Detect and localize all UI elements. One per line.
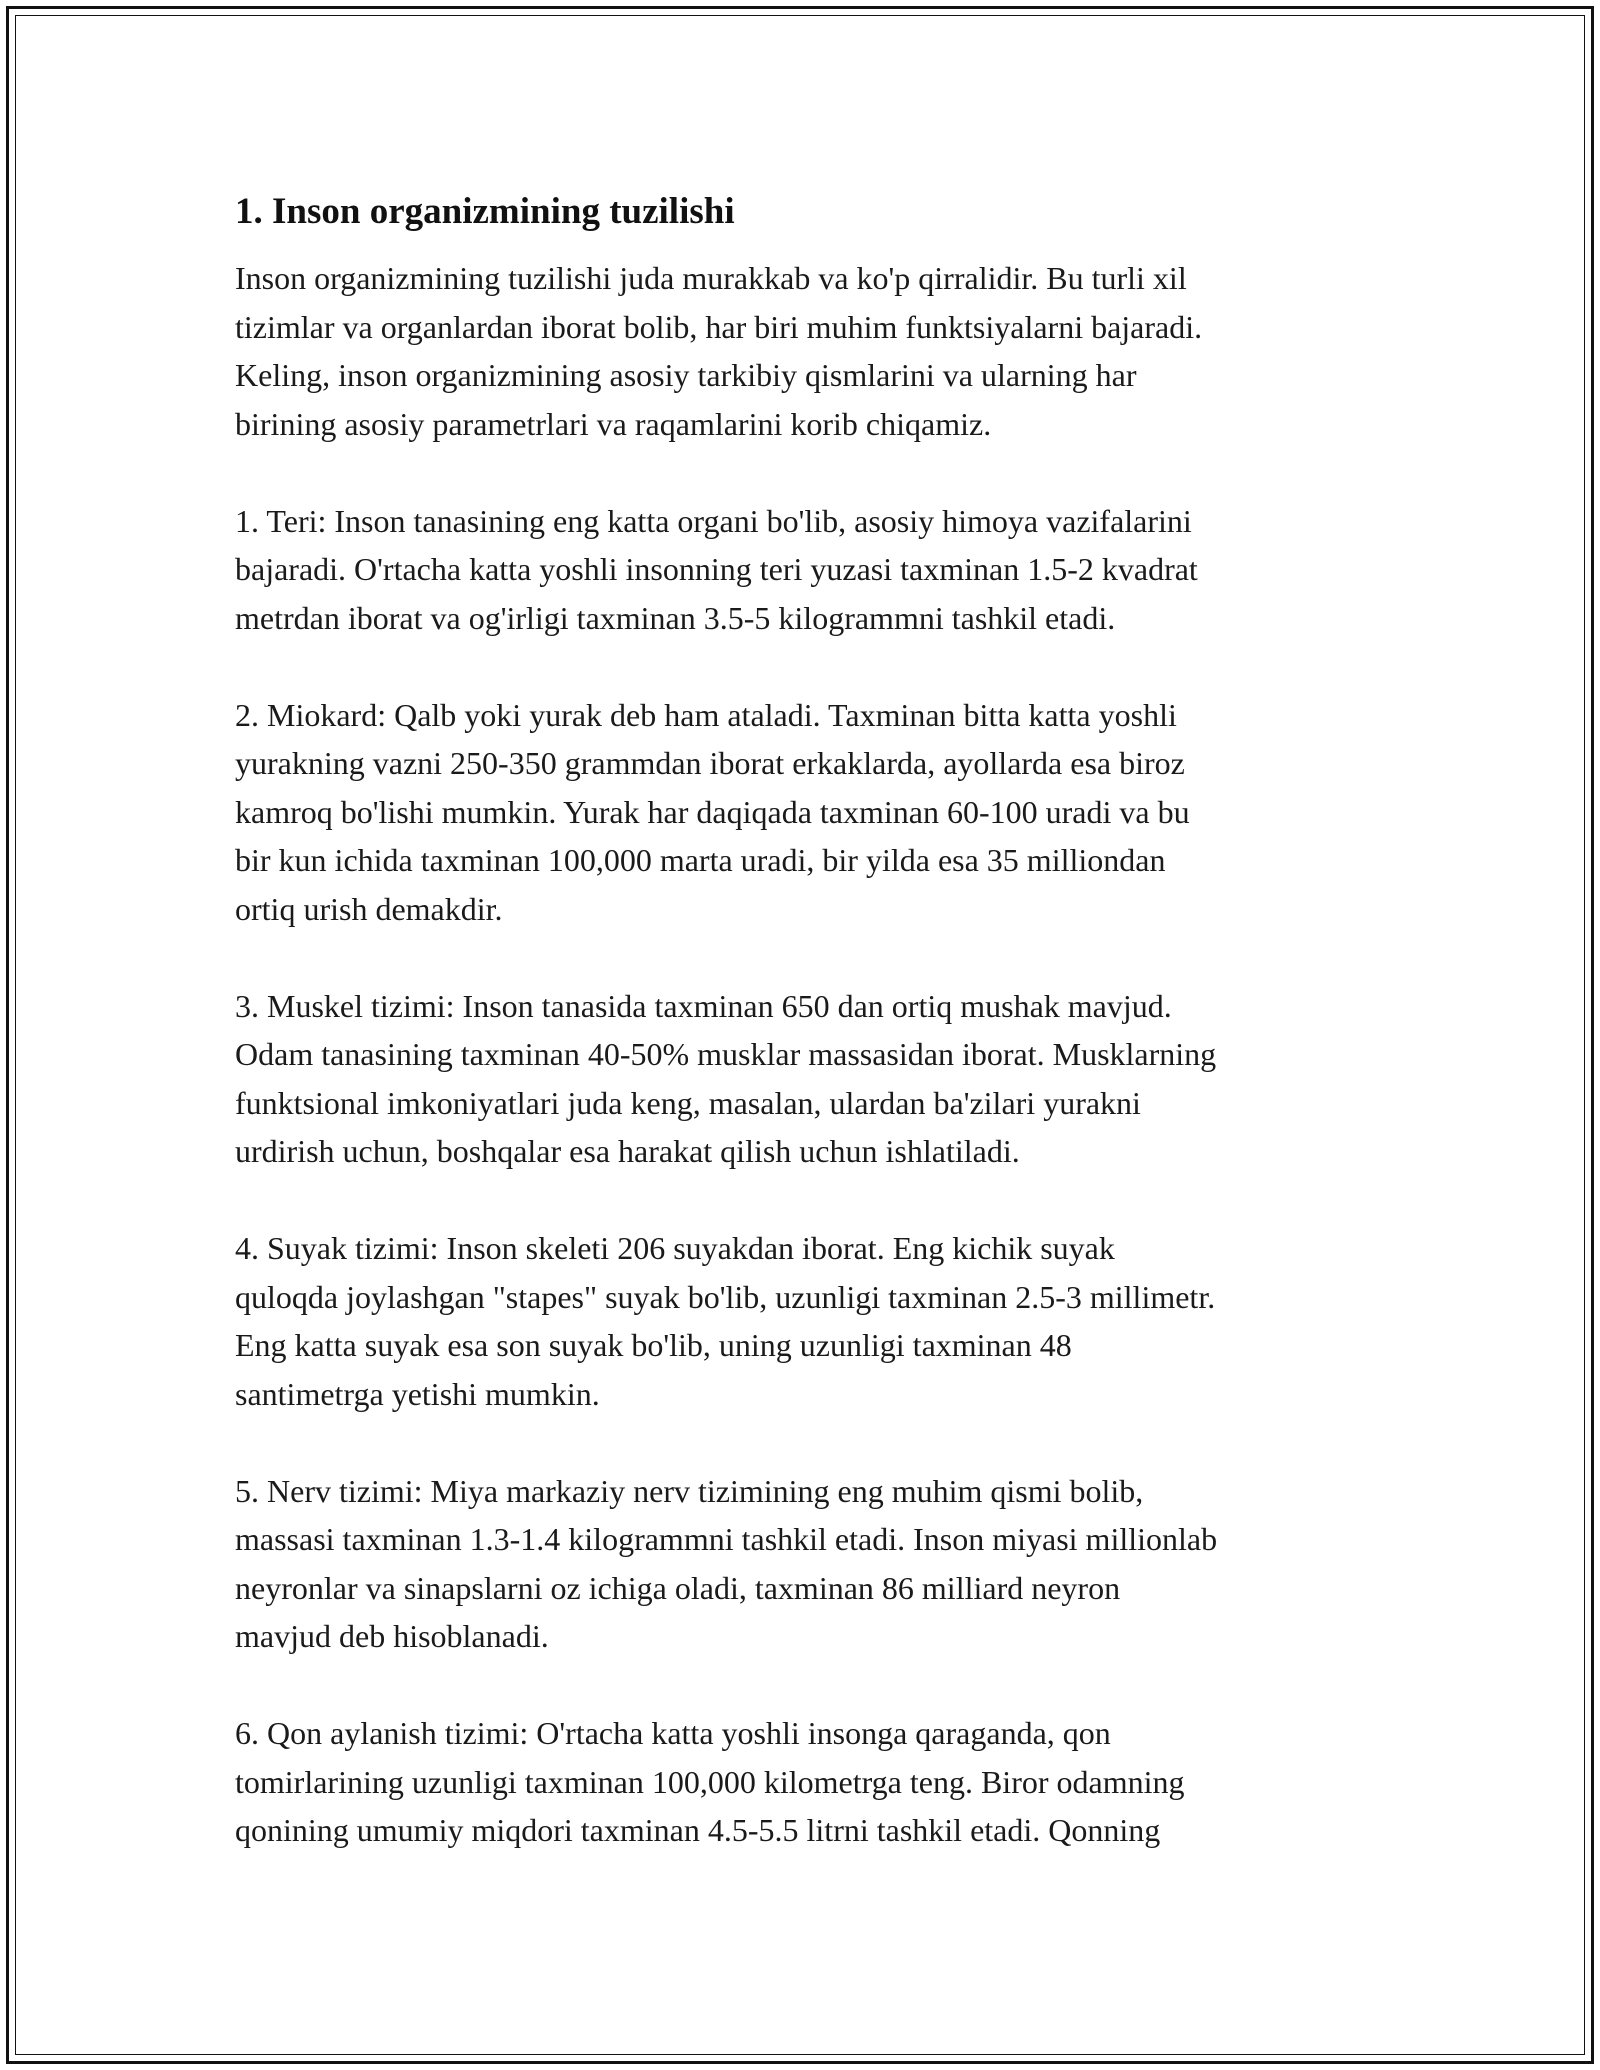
text-line: Odam tanasining taxminan 40-50% musklar massasidan iborat. Musklarning xyxy=(235,1036,1217,1072)
text-line: 4. Suyak tizimi: Inson skeleti 206 suyakdan iborat. Eng kichik suyak xyxy=(235,1230,1115,1266)
text-line: tizimlar va organlardan iborat bolib, har biri muhim funktsiyalarni bajaradi. xyxy=(235,308,1203,345)
document-body xyxy=(235,184,1375,1903)
paragraph-teri xyxy=(235,497,1375,643)
text-line: 1. Teri: Inson tanasining eng katta organi bo'lib, asosiy himoya vazifalarini xyxy=(235,502,1192,539)
text-line: metrdan iborat va og'irligi taxminan 3.5-5 kilogrammni tashkil etadi. xyxy=(235,599,1116,636)
text-line: birining asosiy parametrlari va raqamlarini korib chiqamiz. xyxy=(235,405,992,442)
text-line: kamroq bo'lishi mumkin. Yurak har daqiqada taxminan 60-100 uradi va bu xyxy=(235,793,1190,830)
paragraph-miokard xyxy=(235,691,1375,934)
paragraph-suyak-tizimi xyxy=(235,1224,1375,1418)
text-line: qonining umumiy miqdori taxminan 4.5-5.5 litrni tashkil etadi. Qonning xyxy=(235,1812,1161,1848)
text-line: Eng katta suyak esa son suyak bo'lib, uning uzunligi taxminan 48 xyxy=(235,1327,1072,1363)
paragraph-nerv-tizimi xyxy=(235,1467,1375,1661)
text-line: neyronlar va sinapslarni oz ichiga oladi, taxminan 86 milliard neyron xyxy=(235,1569,1121,1606)
text-line: ortiq urish demakdir. xyxy=(235,890,503,927)
text-line: yurakning vazni 250-350 grammdan iborat erkaklarda, ayollarda esa biroz xyxy=(235,745,1185,781)
text-line: 6. Qon aylanish tizimi: O'rtacha katta yoshli insonga qaraganda, qon xyxy=(235,1715,1111,1751)
text-line: santimetrga yetishi mumkin. xyxy=(235,1375,600,1412)
text-line: quloqda joylashgan "stapes" suyak bo'lib, uzunligi taxminan 2.5-3 millimetr. xyxy=(235,1278,1216,1315)
text-line: urdirish uchun, boshqalar esa harakat qilish uchun ishlatiladi. xyxy=(235,1133,1020,1169)
document-title: 1. Inson organizmining tuzilishi xyxy=(235,191,735,232)
text-line: 2. Miokard: Qalb yoki yurak deb ham ataladi. Taxminan bitta katta yoshli xyxy=(235,696,1177,733)
text-line: bajaradi. O'rtacha katta yoshli insonning teri yuzasi taxminan 1.5-2 kvadrat xyxy=(235,551,1198,587)
text-line: massasi taxminan 1.3-1.4 kilogrammni tashkil etadi. Inson miyasi millionlab xyxy=(235,1521,1218,1557)
text-line: funktsional imkoniyatlari juda keng, masalan, ulardan ba'zilari yurakni xyxy=(235,1084,1141,1121)
paragraph-muskel-tizimi xyxy=(235,982,1375,1176)
text-line: bir kun ichida taxminan 100,000 marta uradi, bir yilda esa 35 milliondan xyxy=(235,842,1166,878)
paragraph-qon-aylanish-tizimi xyxy=(235,1709,1375,1855)
text-line: Inson organizmining tuzilishi juda murakkab va ko'p qirralidir. Bu turli xil xyxy=(235,260,1187,296)
text-line: Keling, inson organizmining asosiy tarkibiy qismlarini va ularning har xyxy=(235,357,1137,393)
text-line: 5. Nerv tizimi: Miya markaziy nerv tizimining eng muhim qismi bolib, xyxy=(235,1472,1144,1509)
text-line: 3. Muskel tizimi: Inson tanasida taxminan 650 dan ortiq mushak mavjud. xyxy=(235,987,1172,1024)
text-line: mavjud deb hisoblanadi. xyxy=(235,1618,549,1654)
paragraph-intro xyxy=(235,254,1375,448)
text-line: tomirlarining uzunligi taxminan 100,000 kilometrga teng. Biror odamning xyxy=(235,1763,1185,1800)
